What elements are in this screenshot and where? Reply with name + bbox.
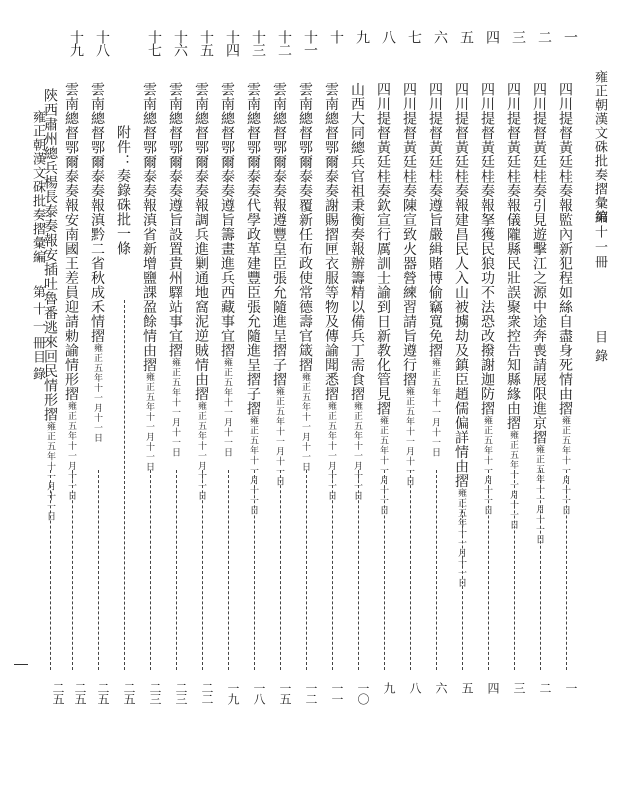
list-item: 四川提督黃廷桂奏報建昌民人入山被擄劫及鎮臣趙儒偏詳情由摺雍正五年十一月十一日 xyxy=(453,82,469,588)
leader-dash xyxy=(72,470,73,670)
page-number: 二二 xyxy=(200,682,214,704)
page-number: 二三 xyxy=(148,682,162,704)
index-number: 十六 xyxy=(172,30,188,56)
leader-dash xyxy=(306,470,307,670)
list-item: 雲南總督鄂爾泰奏報安南國王差員迎請勅諭情形摺雍正五年十一月十一日 xyxy=(63,82,79,501)
list-item: 四川提督黃廷桂奏欽宣行厲訓士諭到日新教化管見摺雍正五年十一月十一日 xyxy=(375,82,391,516)
index-number: 二 xyxy=(536,30,552,43)
leader-dash xyxy=(50,470,51,670)
index-number: 十九 xyxy=(68,30,84,56)
page-number: 一九 xyxy=(226,682,240,704)
page-number: 一八 xyxy=(252,682,266,704)
leader-dash xyxy=(202,470,203,670)
leader-dash xyxy=(98,470,99,670)
series-title: 雍正朝漢文硃批奏摺彙編 xyxy=(592,70,607,224)
list-item: 雲南總督鄂爾泰奏報調兵進剿通地窩泥逆賊情由摺雍正五年十一月十一日 xyxy=(193,82,209,501)
page-number: 二五 xyxy=(73,682,87,704)
list-item: 雲南總督鄂爾泰奏報滇省新增鹽課盈餘情由摺雍正五年十一月十一日 xyxy=(141,82,157,472)
list-item: 陝西肅州總兵楊長泰奏報安插吐魯番逃來回民情形摺雍正五年十一月十一日 xyxy=(42,88,58,522)
volume-label: 第十一冊 xyxy=(592,210,607,270)
margin-section: 目錄 xyxy=(30,350,45,384)
index-number: 十一 xyxy=(302,30,318,56)
index-number: 十八 xyxy=(94,30,110,56)
index-number: 三 xyxy=(510,30,526,43)
page-number: 二五 xyxy=(122,682,136,704)
leader-dash xyxy=(254,470,255,670)
leader-dash xyxy=(566,470,567,670)
leader-dash xyxy=(384,470,385,670)
leader-dash xyxy=(462,500,463,670)
page-number: 二三 xyxy=(174,682,188,704)
index-number: 十二 xyxy=(276,30,292,56)
index-number: 七 xyxy=(406,30,422,43)
index-number: 八 xyxy=(380,30,396,43)
list-item: 雲南總督鄂爾泰奏謝賜摺匣衣服等物及傳諭聞悉摺雍正五年十一月十一日 xyxy=(323,82,339,501)
index-number: 十五 xyxy=(198,30,214,56)
leader-dash xyxy=(280,470,281,670)
leader-dash xyxy=(332,470,333,670)
leader-dash xyxy=(514,470,515,670)
list-item: 雲南總督鄂爾泰奏報遵豐皇臣張允隨進呈摺子摺雍正五年十一月十一日 xyxy=(271,82,287,487)
leader-dash xyxy=(540,470,541,670)
list-item: 雲南總督鄂爾泰奏報滇黔二省秋成禾情摺雍正五年十一月十一日 xyxy=(89,82,105,443)
leader-dash xyxy=(150,470,151,670)
page-number: 一五 xyxy=(278,682,292,704)
page-number: 二五 xyxy=(51,682,65,704)
list-item: 山西大同總兵官祖秉衡奏報辦籌精以備兵丁需食摺雍正五年十一月十一日 xyxy=(349,82,365,501)
leader-dash xyxy=(124,300,125,670)
list-item: 四川提督黃廷桂奏報監內新犯程如絲自盡身死情由摺雍正五年十一月十一日 xyxy=(557,82,573,516)
page-number: 一二 xyxy=(304,682,318,704)
index-number: 一 xyxy=(562,30,578,43)
index-number: 六 xyxy=(432,30,448,43)
index-number: 九 xyxy=(354,30,370,43)
section-label: 目錄 xyxy=(592,330,607,368)
index-number: 十七 xyxy=(146,30,162,56)
leader-dash xyxy=(436,470,437,670)
page-number: 五 xyxy=(460,682,474,693)
margin-volume: 第十一冊 xyxy=(30,285,45,353)
index-number: 十三 xyxy=(250,30,266,56)
list-item: 四川提督黃廷桂奏報拏獲民狼功不法恐改撥謝迦防摺雍正五年十一月十一日 xyxy=(479,82,495,516)
list-item: 雲南總督鄂爾泰奏遵旨設置貴州驛站事宜摺雍正五年十一月十一日 xyxy=(167,82,183,458)
page-number: 八 xyxy=(408,682,422,693)
list-item: 四川提督黃廷桂奏遵旨嚴緝賭博偷竊寬免摺雍正五年十一月十一日 xyxy=(427,82,443,458)
index-number: 四 xyxy=(484,30,500,43)
list-item: 雲南總督鄂爾泰奏遵旨籌畫進兵西藏事宜摺雍正五年十一月十一日 xyxy=(219,82,235,458)
folio-mark xyxy=(14,664,28,665)
page-number: 四 xyxy=(486,682,500,693)
index-number: 十 xyxy=(328,30,344,43)
page-number: 二 xyxy=(538,682,552,693)
leader-dash xyxy=(488,470,489,670)
page-number: 六 xyxy=(434,682,448,693)
page-number: 九 xyxy=(382,682,396,693)
list-item-attachment: 附件：奏錄硃批一條 xyxy=(115,125,131,256)
list-item: 雲南總督鄂爾泰奏代學政革建豐臣張允隨進呈摺子摺雍正五年十一月十一日 xyxy=(245,82,261,516)
page-number: 一〇 xyxy=(356,682,370,704)
leader-dash xyxy=(410,470,411,670)
leader-dash xyxy=(228,470,229,670)
list-item: 四川提督黃廷桂奏報儀隴縣民壯誤聚衆控告知縣緣由摺雍正五年十一月十一日 xyxy=(505,82,521,530)
index-number: 五 xyxy=(458,30,474,43)
list-item: 四川提督黃廷桂奏引見遊擊江之源中途奔喪請展限進京摺雍正五年十一月十一日 xyxy=(531,82,547,545)
list-item: 雲南總督鄂爾泰奏覆新任布政使常德壽官箴摺雍正五年十一月十一日 xyxy=(297,82,313,472)
page-number: 一一 xyxy=(330,682,344,704)
margin-series-title: 雍正朝漢文硃批奏摺彙編 xyxy=(30,110,45,264)
list-item: 四川提督黃廷桂奏陳宣致火器營練習請旨遵行摺雍正五年十一月十一日 xyxy=(401,82,417,487)
page-number: 二五 xyxy=(96,682,110,704)
folio-number xyxy=(0,0,1,1)
index-number: 十四 xyxy=(224,30,240,56)
leader-dash xyxy=(176,470,177,670)
leader-dash xyxy=(358,470,359,670)
page-number: 三 xyxy=(512,682,526,693)
page-number: 一 xyxy=(564,682,578,693)
